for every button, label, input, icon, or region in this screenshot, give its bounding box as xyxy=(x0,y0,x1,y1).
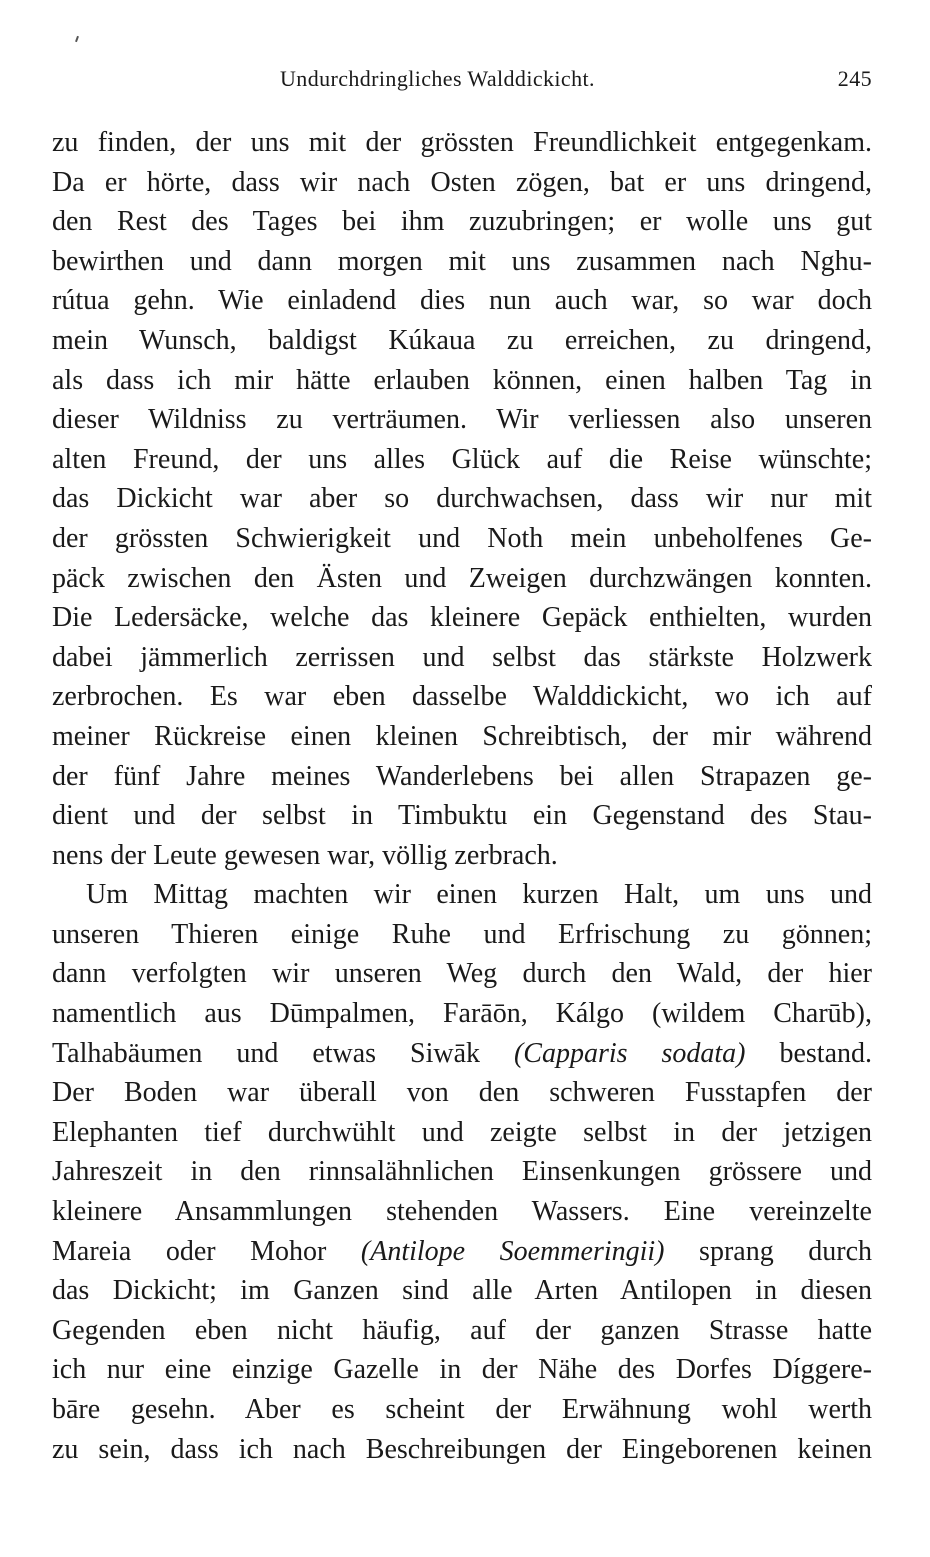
text-line: Elephanten tief durchwühlt und zeigte selbst in der jetzigen xyxy=(52,1116,872,1148)
text-line: päck zwischen den Ästen und Zweigen durchzwängen konnten. xyxy=(52,562,872,594)
text-line: der grössten Schwierigkeit und Noth mein unbeholfenes Ge- xyxy=(52,522,872,554)
text-line: nens der Leute gewesen war, völlig zerbrach. xyxy=(52,839,558,871)
page-number: 245 xyxy=(837,66,872,91)
running-title: Undurchdringliches Walddickicht. xyxy=(280,66,595,91)
species-name: (Antilope Soemmeringii) xyxy=(360,1235,665,1267)
text-line: dann verfolgten wir unseren Weg durch den Wald, der hier xyxy=(52,958,872,990)
text-line: bāre gesehn. Aber es scheint der Erwähnung wohl werth xyxy=(52,1394,872,1425)
text-line: Um Mittag machten wir einen kurzen Halt, um uns und xyxy=(86,879,872,911)
text-line: Gegenden eben nicht häufig, auf der ganzen Strasse hatte xyxy=(52,1314,872,1346)
text-line: rútua gehn. Wie einladend dies nun auch war, so war doch xyxy=(52,285,872,317)
text-line: mein Wunsch, baldigst Kúkaua zu erreichen, zu dringend, xyxy=(52,324,872,356)
text-line: zerbrochen. Es war eben dasselbe Walddickicht, wo ich auf xyxy=(52,681,872,713)
paragraph-2 xyxy=(52,875,872,1469)
species-name: (Capparis sodata) xyxy=(513,1037,746,1069)
text-line: der fünf Jahre meines Wanderlebens bei allen Strapazen ge- xyxy=(52,760,872,792)
text-line: dieser Wildniss zu verträumen. Wir verliessen also unseren xyxy=(52,404,872,436)
text-span: sprang durch xyxy=(699,1235,872,1267)
text-line: dient und der selbst in Timbuktu ein Gegenstand des Stau- xyxy=(52,800,872,832)
text-line: das Dickicht war aber so durchwachsen, dass wir nur mit xyxy=(52,483,872,515)
ink-speck xyxy=(75,36,79,42)
text-line: Die Ledersäcke, welche das kleinere Gepäck enthielten, wurden xyxy=(52,602,872,634)
text-line xyxy=(52,1034,872,1074)
running-head xyxy=(52,66,872,96)
text-line: den Rest des Tages bei ihm zuzubringen; er wolle uns gut xyxy=(52,206,872,238)
text-line: das Dickicht; im Ganzen sind alle Arten Antilopen in diesen xyxy=(52,1275,872,1307)
text-line: dabei jämmerlich zerrissen und selbst das stärkste Holzwerk xyxy=(52,641,872,673)
text-line: zu sein, dass ich nach Beschreibungen der Eingeborenen keinen xyxy=(52,1433,872,1465)
text-line: namentlich aus Dūmpalmen, Farāōn, Kálgo (wildem Charūb), xyxy=(52,998,872,1030)
text-line: Da er hörte, dass wir nach Osten zögen, bat er uns dringend, xyxy=(52,166,872,198)
text-line: alten Freund, der uns alles Glück auf die Reise wünschte; xyxy=(52,443,872,475)
text-line xyxy=(52,1232,872,1272)
text-line: kleinere Ansammlungen stehenden Wassers. Eine vereinzelte xyxy=(52,1196,872,1228)
text-line: ich nur eine einzige Gazelle in der Nähe des Dorfes Díggere- xyxy=(52,1354,872,1386)
text-line: unseren Thieren einige Ruhe und Erfrischung zu gönnen; xyxy=(52,918,872,950)
text-span: bestand. xyxy=(779,1037,872,1069)
text-span: Mareia oder Mohor xyxy=(52,1235,327,1267)
text-line: zu finden, der uns mit der grössten Freundlichkeit entgegenkam. xyxy=(52,127,872,158)
text-line: als dass ich mir hätte erlauben können, einen halben Tag in xyxy=(52,364,872,396)
paragraph-1 xyxy=(52,123,872,875)
text-line: Jahreszeit in den rinnsalähnlichen Einsenkungen grössere und xyxy=(52,1156,872,1188)
text-line: bewirthen und dann morgen mit uns zusammen nach Nghu- xyxy=(52,245,872,277)
text-span: Talhabäumen und etwas Siwāk xyxy=(52,1037,481,1069)
text-line: Der Boden war überall von den schweren Fusstapfen der xyxy=(52,1077,872,1109)
body-text xyxy=(52,123,872,1469)
text-line: meiner Rückreise einen kleinen Schreibtisch, der mir während xyxy=(52,720,872,752)
